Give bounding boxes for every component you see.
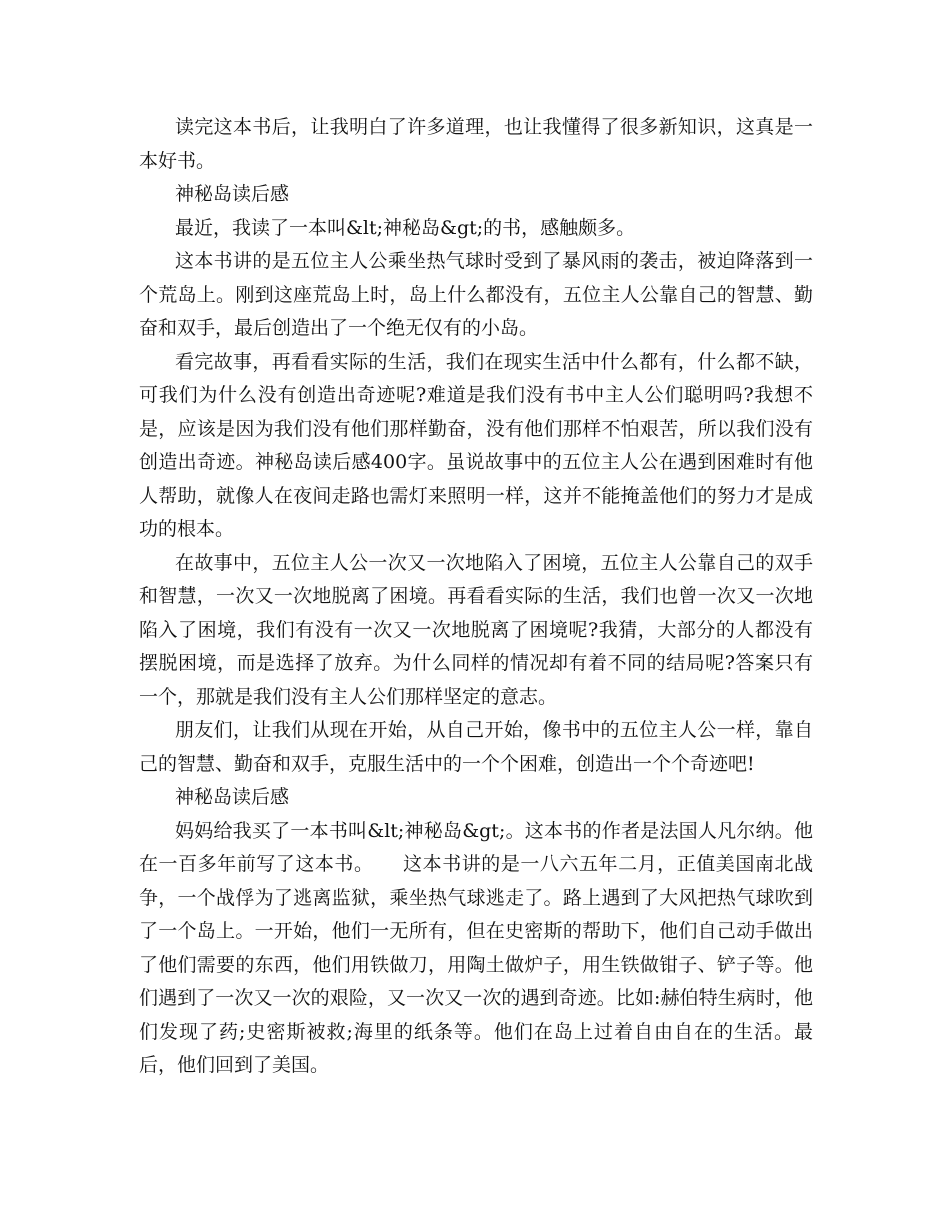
paragraph-reflection: 看完故事，再看看实际的生活，我们在现实生活中什么都有，什么都不缺，可我们为什么没有创造出奇迹呢?难道是我们没有书中主人公们聪明吗?我想不是，应该是因为我们没有他们那样勤奋，没有他们那样不怕艰苦，所以我们没有创造出奇迹。神秘岛读后感400字。虽说故事中的五位主人公在遇到困难时有他人帮助，就像人在夜间走路也需灯来照明一样，这并不能掩盖他们的努力才是成功的根本。 (139, 350, 813, 540)
paragraph-conclusion: 读完这本书后，让我明白了许多道理，也让我懂得了很多新知识，这真是一本好书。 (139, 116, 813, 172)
paragraph-intro: 最近，我读了一本叫&lt;神秘岛&gt;的书，感触颇多。 (175, 216, 636, 239)
paragraph-call-to-action: 朋友们，让我们从现在开始，从自己开始，像书中的五位主人公一样，靠自己的智慧、勤奋和双手，克服生活中的一个个困难，创造出一个个奇迹吧! (139, 719, 813, 775)
section-heading-1: 神秘岛读后感 (175, 183, 290, 205)
document-body (139, 111, 813, 1083)
paragraph-story: 妈妈给我买了一本书叫&lt;神秘岛&gt;。这本书的作者是法国人凡尔纳。他在一百多年前写了这本书。 这本书讲的是一八六五年二月，正值美国南北战争，一个战俘为了逃离监狱，乘坐热气球逃走了。路上遇到了大风把热气球吹到了一个岛上。一开始，他们一无所有，但在史密斯的帮助下，他们自己动手做出了他们需要的东西，他们用铁做刀，用陶土做炉子，用生铁做钳子、铲子等。他们遇到了一次又一次的艰险，又一次又一次的遇到奇迹。比如:赫伯特生病时，他们发现了药;史密斯被救;海里的纸条等。他们在岛上过着自由自在的生活。最后，他们回到了美国。 (139, 819, 813, 1076)
paragraph-comparison: 在故事中，五位主人公一次又一次地陷入了困境，五位主人公靠自己的双手和智慧，一次又一次地脱离了困境。再看看实际的生活，我们也曾一次又一次地陷入了困境，我们有没有一次又一次地脱离了困境呢?我猜，大部分的人都没有摆脱困境，而是选择了放弃。为什么同样的情况却有着不同的结局呢?答案只有一个，那就是我们没有主人公们那样坚定的意志。 (139, 551, 813, 708)
paragraph-summary: 这本书讲的是五位主人公乘坐热气球时受到了暴风雨的袭击，被迫降落到一个荒岛上。刚到这座荒岛上时，岛上什么都没有，五位主人公靠自己的智慧、勤奋和双手，最后创造出了一个绝无仅有的小岛。 (139, 250, 813, 339)
section-heading-2: 神秘岛读后感 (175, 786, 290, 808)
